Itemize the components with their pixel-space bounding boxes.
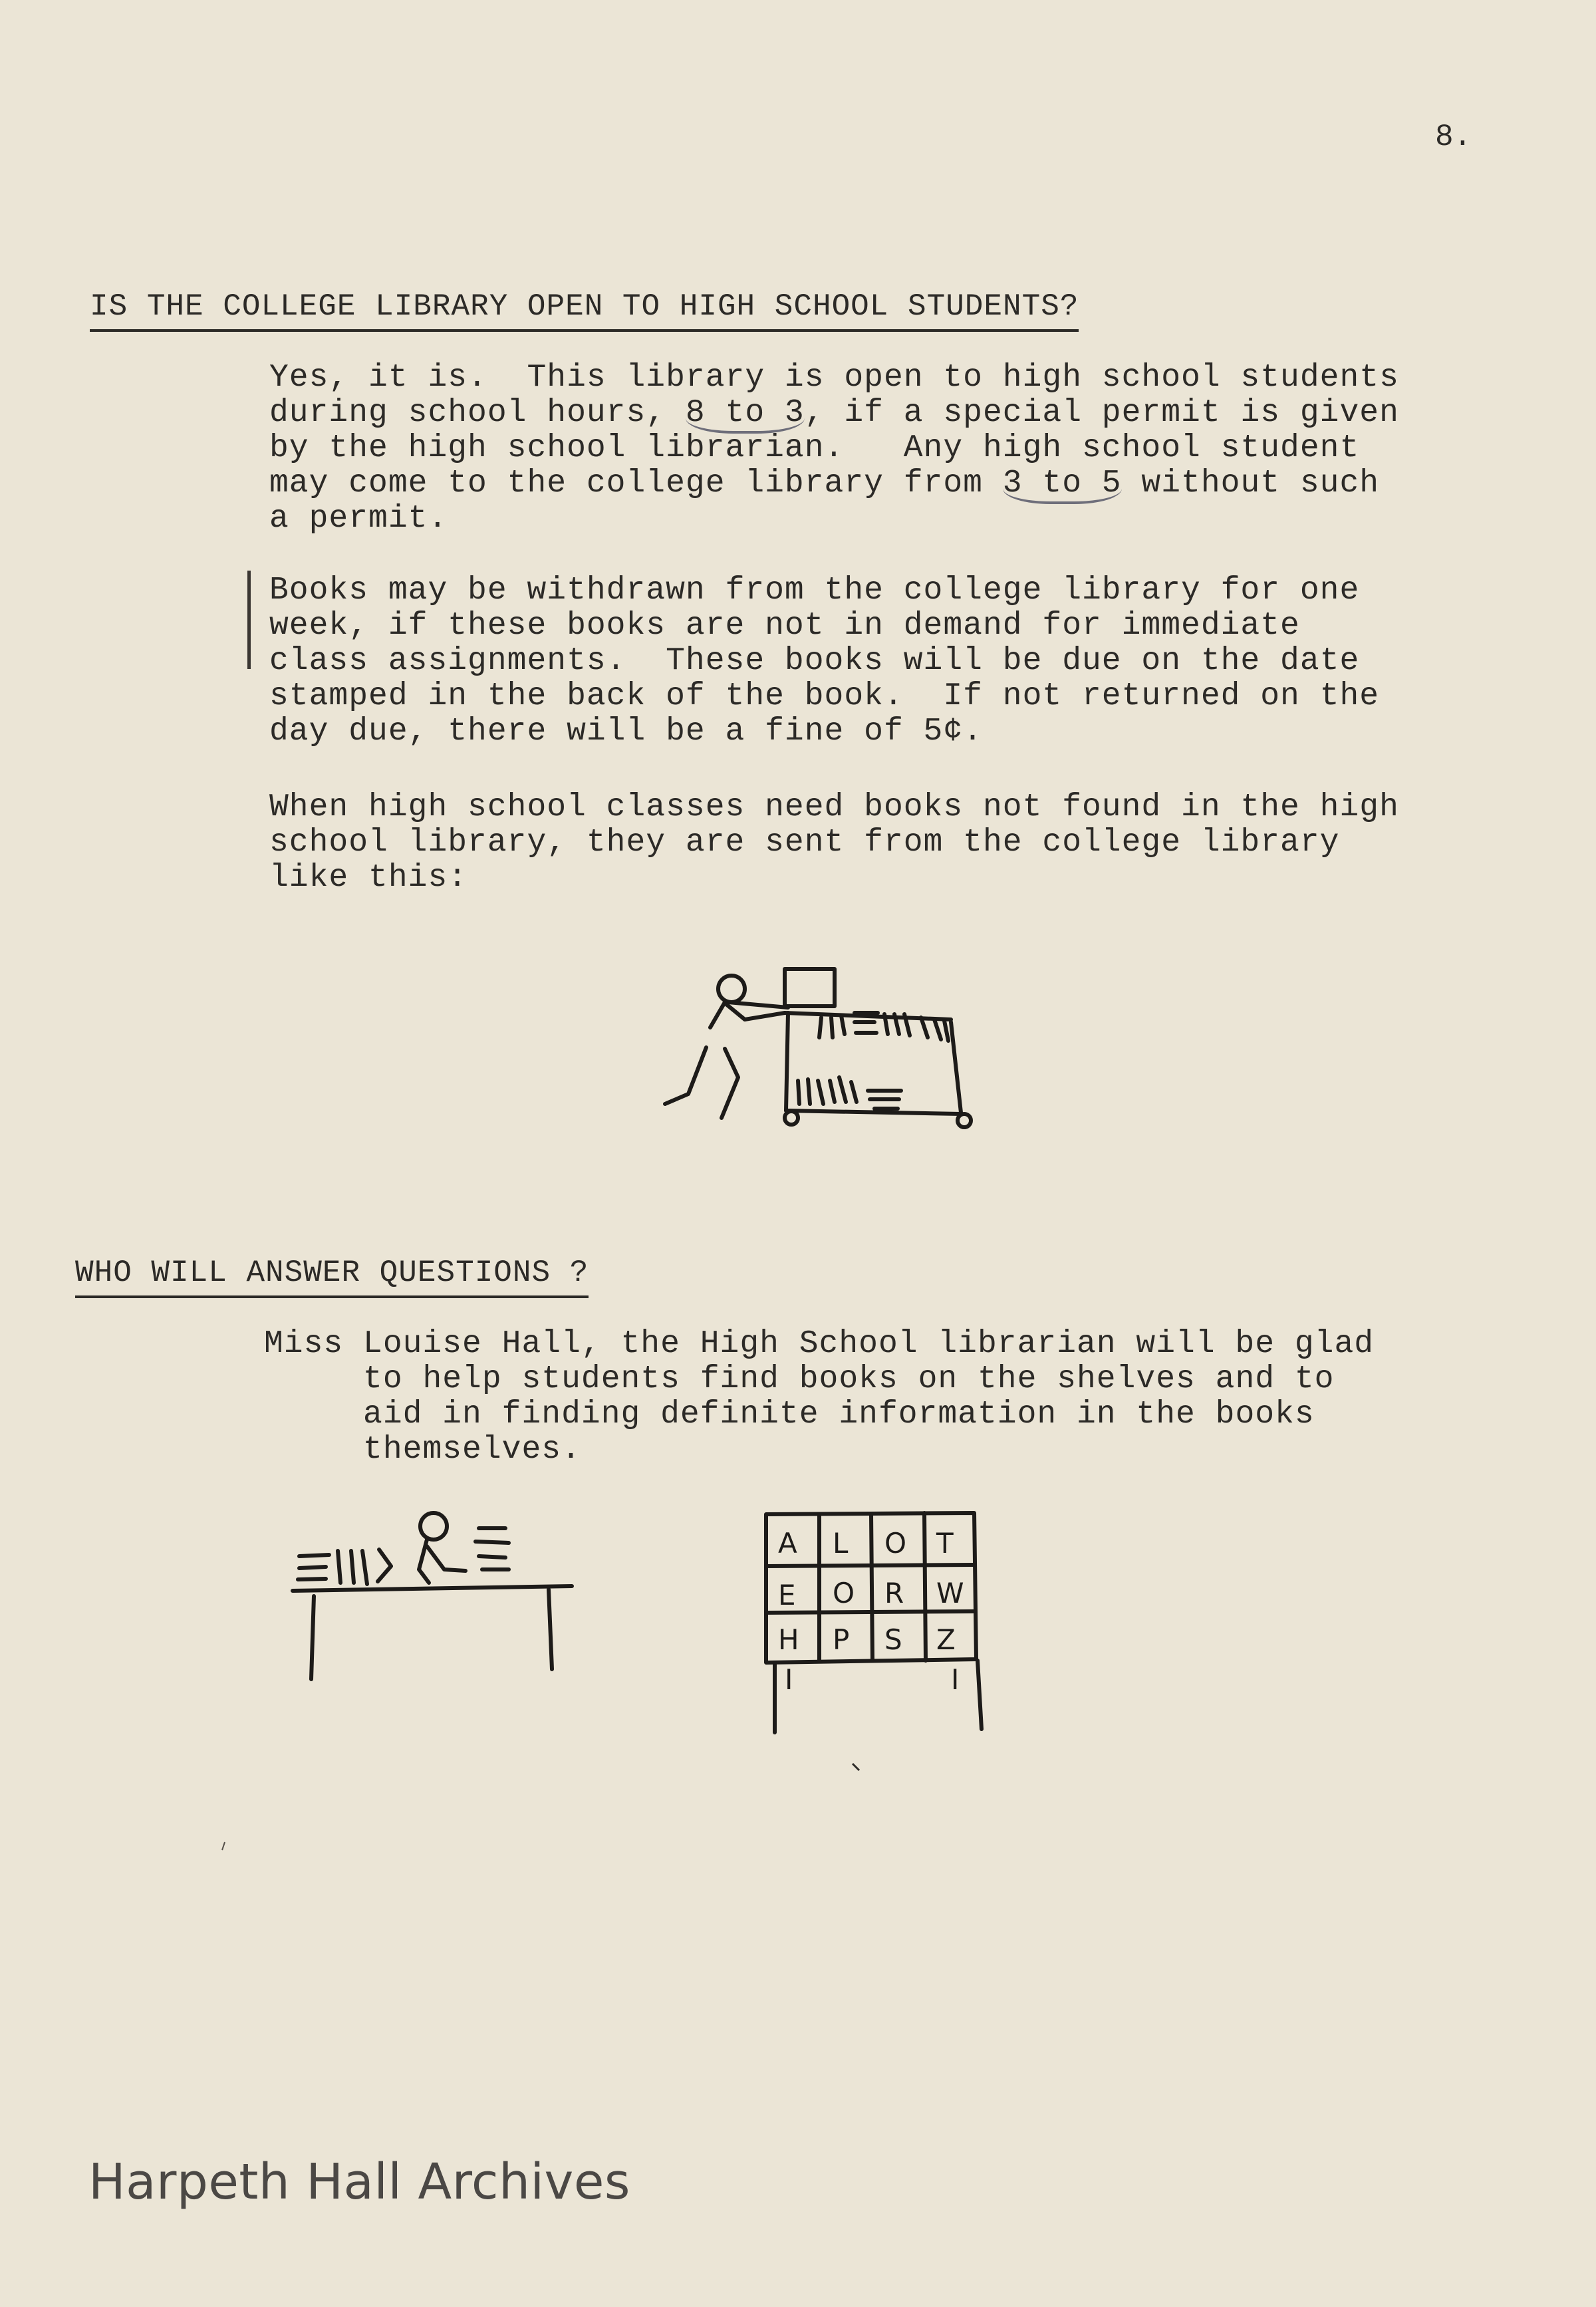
drawer-label: H [778,1623,799,1656]
text-line: during school hours, [269,395,686,431]
paragraph-withdrawal-rules [269,573,1379,749]
text-line: like this: [269,860,468,896]
drawer-label: W [936,1577,964,1609]
librarian-desk-sketch-icon [279,1510,579,1689]
text-line: , if a special permit is given [804,395,1399,431]
text-line: school library, they are sent from the college library [269,825,1340,861]
text-line: Books may be withdrawn from the college library for one [269,573,1360,609]
drawer-label: P [833,1623,850,1656]
drawer-label: I [951,1663,960,1696]
book-cart-sketch-icon [658,961,991,1134]
text-line: stamped in the back of the book. If not returned on the [269,678,1380,714]
drawer-label: I [785,1663,793,1696]
drawer-label: O [884,1527,907,1560]
drawer-label: S [884,1623,902,1656]
section-heading-questions: WHO WILL ANSWER QUESTIONS ? [75,1256,589,1298]
stray-pencil-mark [851,1762,864,1779]
text-line: day due, there will be a fine of 5¢. [269,714,983,749]
drawer-label: L [833,1527,849,1560]
paragraph-book-delivery [269,790,1399,896]
text-line: aid in finding definite information in the books [363,1397,1315,1432]
page-number: 8. [1435,120,1472,154]
drawer-label: T [936,1527,954,1560]
text-line: by the high school librarian. Any high school student [269,430,1360,466]
stray-pencil-mark [219,1841,227,1857]
text-line: When high school classes need books not found in the high [269,789,1399,825]
drawer-label: R [884,1577,904,1609]
section-heading-college-library: IS THE COLLEGE LIBRARY OPEN TO HIGH SCHOOL STUDENTS? [90,289,1079,332]
drawer-label: O [833,1577,855,1609]
paragraph-library-hours [269,360,1399,537]
margin-bracket-mark [247,571,257,669]
text-line: may come to the college library from [269,466,1003,501]
text-line: a permit. [269,501,448,537]
text-line: without such [1121,466,1380,501]
drawer-label: A [778,1527,797,1560]
school-hours-underlined: 8 to 3 [686,395,805,434]
text-line: to help students find books on the shelves and to [363,1361,1335,1397]
text-line: class assignments. These books will be due on the date [269,643,1360,679]
drawer-label: Z [936,1623,956,1656]
after-hours-underlined: 3 to 5 [1003,466,1122,504]
archive-watermark: Harpeth Hall Archives [88,2153,630,2211]
text-line: Miss Louise Hall, the High School librarian will be glad [264,1326,1375,1362]
text-line: week, if these books are not in demand for immediate [269,608,1300,644]
drawer-label: E [778,1579,796,1611]
paragraph-librarian-help [264,1327,1374,1468]
card-catalog-sketch-icon [758,1506,998,1746]
text-line: Yes, it is. This library is open to high school students [269,360,1399,396]
text-line: themselves. [363,1432,581,1468]
